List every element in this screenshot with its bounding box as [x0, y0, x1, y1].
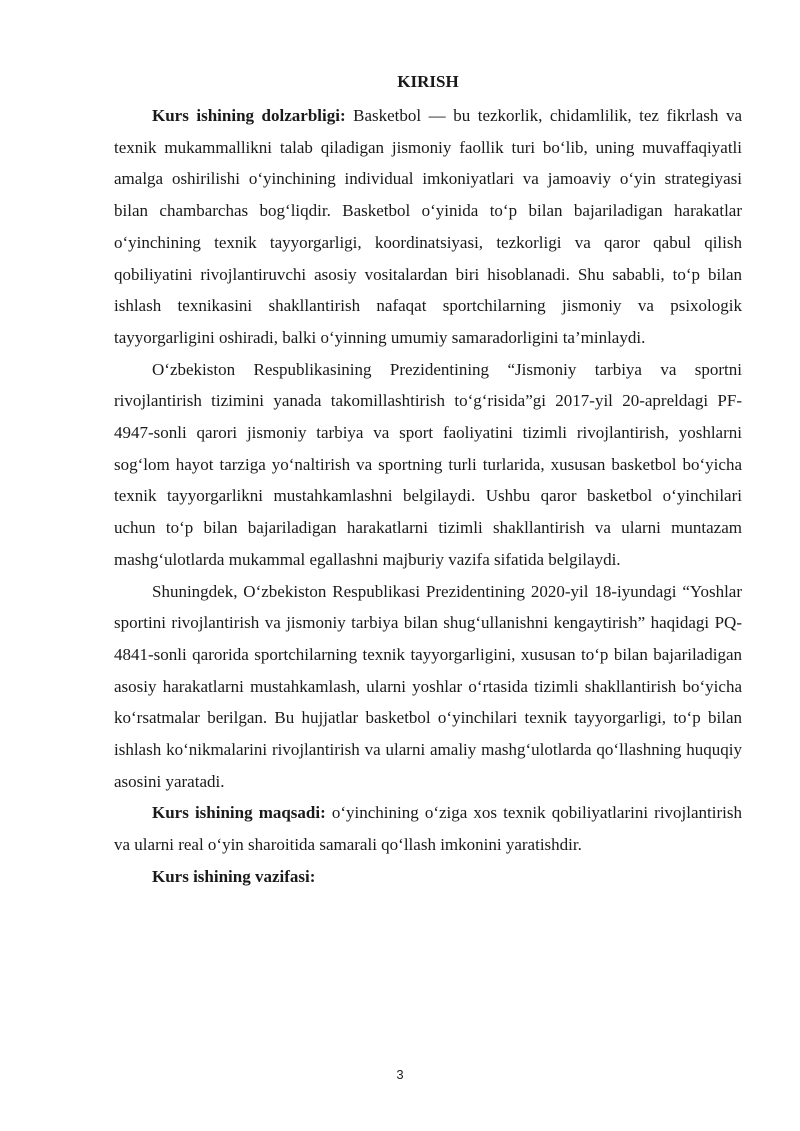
paragraph-decree-2017	[114, 354, 742, 576]
paragraph-decree-2020	[114, 576, 742, 798]
paragraph-text-decree-2020: Shuningdek, O‘zbekiston Respublikasi Prezidentining 2020-yil 18-iyundagi “Yoshlar sportini rivojlantirish va jismoniy tarbiya bilan shug‘ullanishni kengaytirish” haqidagi PQ-4841-sonli qarorida sportchilarning texnik tayyorgarligini, xususan to‘p bilan bajariladigan asosiy harakatlarni mustahkamlash, ularni yoshlar o‘rtasida tizimli shakllantirish bo‘yicha ko‘rsatmalar berilgan. Bu hujjatlar basketbol o‘yinchilari texnik tayyorgarligi, to‘p bilan ishlash ko‘nikmalarini rivojlantirish va ularni amaliy mashg‘ulotlarda qo‘llashning huquqiy asosini yaratadi.	[114, 581, 742, 791]
paragraph-lead-relevance: Kurs ishining dolzarbligi:	[152, 106, 346, 125]
paragraph-text-relevance: Basketbol — bu tezkorlik, chidamlilik, tez fikrlash va texnik mukammallikni talab qiladigan jismoniy faollik turi bo‘lib, uning muvaffaqiyatli amalga oshirilishi o‘yinchining individual imkoniyatlari va jamoaviy o‘yin strategiyasi bilan chambarchas bog‘liqdir. Basketbol o‘yinida to‘p bilan bajariladigan harakatlar o‘yinchining texnik tayyorgarligi, koordinatsiyasi, tezkorligi va qaror qabul qilish qobiliyatini rivojlantiruvchi asosiy vositalardan biri hisoblanadi. Shu sababli, to‘p bilan ishlash texnikasini shakllantirish nafaqat sportchilarning jismoniy va psixologik tayyorgarligini oshiradi, balki o‘yinning umumiy samaradorligini ta’minlaydi.	[114, 106, 742, 347]
paragraph-text-decree-2017: O‘zbekiston Respublikasining Prezidentining “Jismoniy tarbiya va sportni rivojlantirish tizimini yanada takomillashtirish to‘g‘risida”gi 2017-yil 20-apreldagi PF-4947-sonli qarori jismoniy tarbiya va sport faoliyatini tizimli rivojlantirish, yoshlarni sog‘lom hayot tarziga yo‘naltirish va sportning turli turlarida, xususan basketbol bo‘yicha texnik tayyorgarlikni mustahkamlashni belgilaydi. Ushbu qaror basketbol o‘yinchilari uchun to‘p bilan bajariladigan harakatlarni tizimli shakllantirish va ularni muntazam mashg‘ulotlarda mukammal egallashni majburiy vazifa sifatida belgilaydi.	[114, 359, 742, 569]
paragraph-lead-tasks: Kurs ishining vazifasi:	[152, 866, 316, 886]
page-number: 3	[396, 1067, 404, 1082]
paragraph-relevance	[114, 100, 742, 354]
paragraph-lead-goal: Kurs ishining maqsadi:	[152, 803, 326, 823]
paragraph-tasks	[114, 861, 742, 893]
section-title: KIRISH	[397, 72, 459, 91]
paragraph-goal	[114, 797, 742, 860]
paragraph-text-goal: o‘yinchining o‘ziga xos texnik qobiliyatlarini rivojlantirish va ularni real o‘yin sharoitida samarali qo‘llash imkonini yaratishdir.	[114, 803, 742, 855]
page-content	[114, 70, 742, 893]
